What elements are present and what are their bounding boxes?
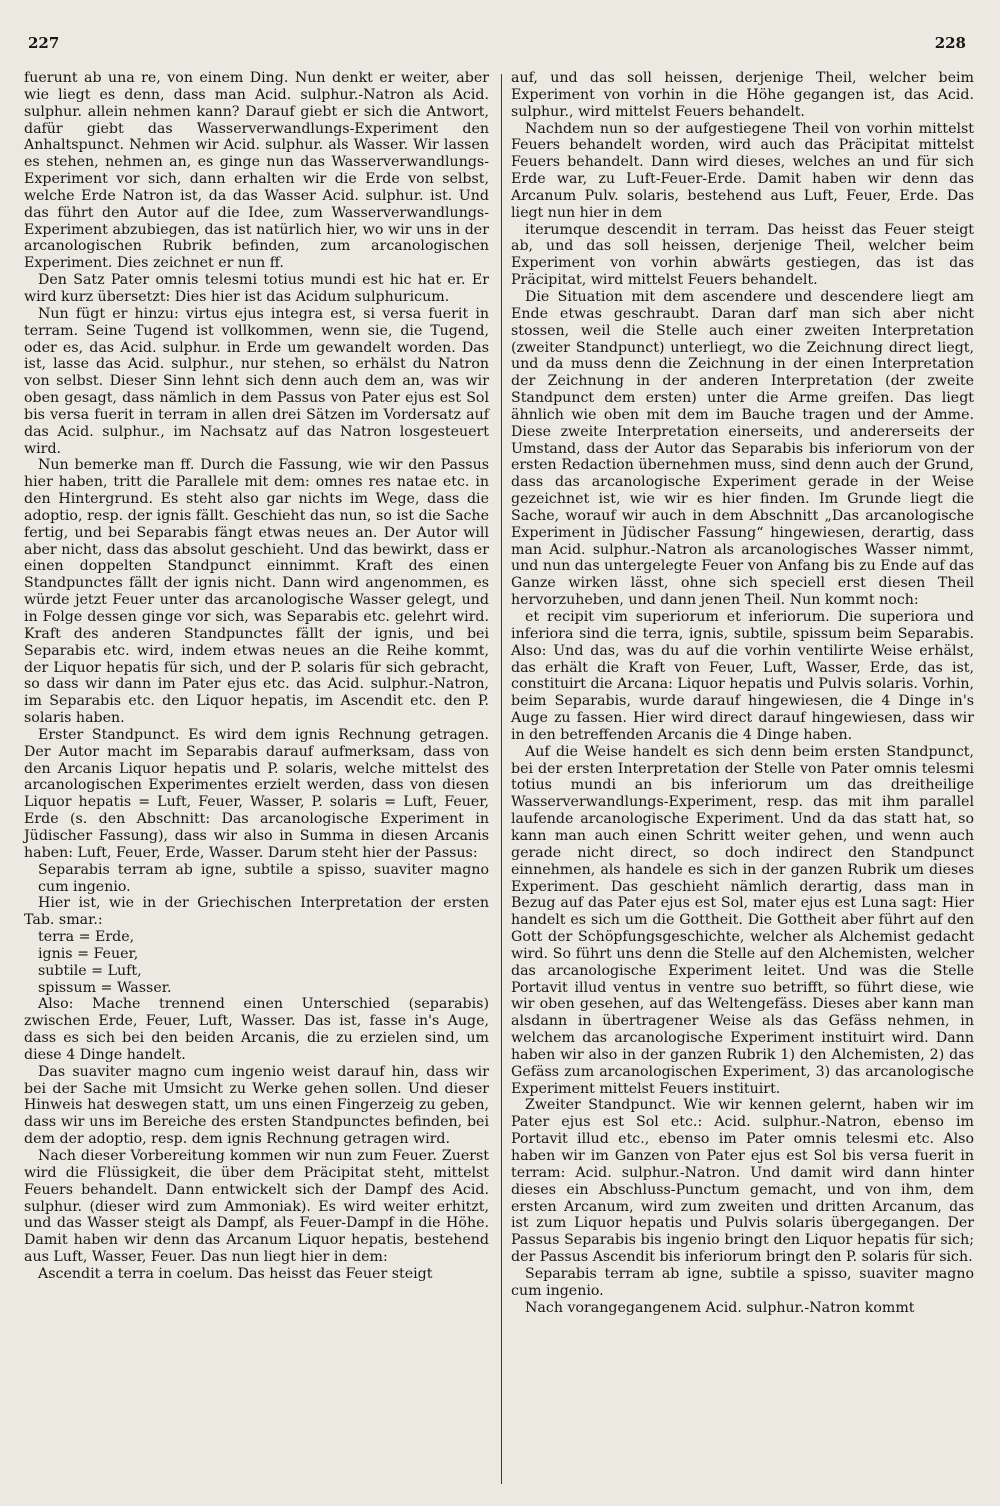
- paragraph: subtile = Luft,: [38, 962, 142, 979]
- right-column-text: [511, 70, 974, 1316]
- paragraph: Nun fügt er hinzu: virtus ejus integra est, si versa fuerit in terram. Seine Tugend ist vollkommen, wenn sie, die Tugend, oder es, das Acid. sulphur. in Erde um gewandelt worden. Das ist, lasse das Acid. sulphur., nur stehen, so erhälst du Natron von selbst. Dieser Sinn lehnt sich denn auch dem an, was wir oben gesagt, dass nämlich in dem Passus von Pater ejus est Sol bis versa fuerit in terram in allen drei Sätzen im Vordersatz auf das Acid. sulphur., im Nachsatz auf das Natron losgesteuert wird.: [24, 305, 489, 457]
- paragraph: Separabis terram ab igne, subtile a spisso, suaviter magno cum ingenio.: [511, 1265, 974, 1299]
- paragraph: ignis = Feuer,: [38, 945, 139, 962]
- paragraph: Auf die Weise handelt es sich denn beim ersten Standpunct, bei der ersten Interpretation der Stelle von Pater omnis telesmi totius mundi an bis inferiorum um das dreitheilige Wasserverwandlungs-Experiment, resp. das mit ihm parallel laufende arcanologische Experiment. Und da das statt hat, so kann man auch einen Schritt weiter gehen, und wenn auch gerade nicht direct, so doch indirect den Standpunct einnehmen, als handele es sich in der ganzen Rubrik um dieses Experiment. Das geschieht nämlich derartig, dass man in Bezug auf das Pater ejus est Sol, mater ejus est Luna sagt: Hier handelt es sich um die Gottheit. Die Gottheit aber führt auf den Gott der Schöpfungsgeschichte, welcher als Alchemist gedacht wird. So führt uns denn die Stelle auf den Alchemisten, welcher das arcanologische Experiment leitet. Und was die Stelle Portavit illud ventus in ventre suo betrifft, so führt diese, wie wir oben gesehen, auf das Weltengefäss. Dieses aber kann man alsdann in übertragener Weise als das Gefäss nehmen, in welchem das arcanologische Experiment instituirt wird. Dann haben wir also in der ganzen Rubrik 1) den Alchemisten, 2) das Gefäss zum arcanologischen Experiment, 3) das arcanologische Experiment mittelst Feuers instituirt.: [511, 743, 974, 1097]
- paragraph: iterumque descendit in terram. Das heisst das Feuer steigt ab, und das soll heissen, derjenige Theil, welcher beim Experiment von vorhin abwärts gestiegen, das ist das Präcipitat, wird mittelst Feuers behandelt.: [511, 221, 974, 289]
- paragraph: terra = Erde,: [38, 929, 135, 946]
- paragraph: Die Situation mit dem ascendere und descendere liegt am Ende etwas geschraubt. Daran darf man sich aber nicht stossen, weil die Stelle auch einer zweiten Interpretation (zweiter Standpunct) unterliegt, wo die Zeichnung direct liegt, und da muss denn die Zeichnung in der einen Interpretation der Zeichnung in der anderen Interpretation (der zweite Standpunct dem ersten) unter die Arme greifen. Das liegt ähnlich wie oben mit dem im Bauche tragen und der Amme. Diese zweite Interpretation einerseits, und andererseits der Umstand, dass der Autor das Separabis bis inferiorum von der ersten Redaction übernehmen muss, sind denn auch der Grund, dass das arcanologische Experiment gerade in der Weise gezeichnet ist, wie wir es hier finden. Im Grunde liegt die Sache, worauf wir auch in dem Abschnitt „Das arcanologische Experiment in Jüdischer Fassung“ hingewiesen, derartig, dass man Acid. sulphur.-Natron als arcanologisches Wasser nimmt, und nun das untergelegte Feuer von Anfang bis zu Ende auf das Ganze wirken lässt, ohne sich speciell erst diesen Theil hervorzuheben, und dann jenen Theil. Nun kommt noch:: [511, 288, 974, 609]
- paragraph: Also: Mache trennend einen Unterschied (separabis) zwischen Erde, Feuer, Luft, Wasser. Das ist, fasse in's Auge, dass es sich bei den beiden Arcanis, die zu erzielen sind, um diese 4 Dinge handelt.: [24, 996, 489, 1063]
- paragraph: et recipit vim superiorum et inferiorum. Die superiora und inferiora sind die terra, ignis, subtile, spissum beim Separabis. Also: Und das, was du auf die vorhin ventilirte Weise erhälst, das erhält die Kraft von Feuer, Luft, Wasser, Erde, das ist, constituirt die Arcana: Liquor hepatis und Pulvis solaris. Vorhin, beim Separabis, wurde darauf hingewiesen, die 4 Dinge in's Auge zu fassen. Hier wird direct darauf hingewiesen, dass wir in den betreffenden Arcanis die 4 Dinge haben.: [511, 609, 974, 743]
- paragraph: auf, und das soll heissen, derjenige Theil, welcher beim Experiment von vorhin in die Höhe gegangen ist, das Acid. sulphur., wird mittelst Feuers behandelt.: [511, 70, 974, 120]
- page-number-right: 228: [934, 34, 966, 52]
- paragraph: Nach dieser Vorbereitung kommen wir nun zum Feuer. Zuerst wird die Flüssigkeit, die über dem Präcipitat steht, mittelst Feuers behandelt. Dann entwickelt sich der Dampf des Acid. sulphur. (dieser wird zum Ammoniak). Es wird weiter erhitzt, und das Wasser steigt als Dampf, als Feuer-Dampf in die Höhe. Damit haben wir denn das Arcanum Liquor hepatis, bestehend aus Luft, Wasser, Feuer. Das nun liegt hier in dem:: [24, 1148, 489, 1266]
- paragraph: Das suaviter magno cum ingenio weist darauf hin, dass wir bei der Sache mit Umsicht zu Werke gehen sollen. Und dieser Hinweis hat deswegen statt, um uns einen Fingerzeig zu geben, dass wir uns im Bereiche des ersten Standpunctes befinden, bei dem der adoptio, resp. dem ignis Rechnung getragen wird.: [24, 1063, 489, 1148]
- paragraph: Hier ist, wie in der Griechischen Interpretation der ersten Tab. smar.:: [24, 895, 489, 929]
- paragraph: Nun bemerke man ff. Durch die Fassung, wie wir den Passus hier haben, tritt die Parallele mit dem: omnes res natae etc. in den Hintergrund. Es steht also gar nichts im Wege, dass die adoptio, resp. der ignis fällt. Geschieht das nun, so ist die Sache fertig, und bei Separabis fängt etwas neues an. Der Autor will aber nicht, dass das absolut geschieht. Und das bewirkt, dass er einen doppelten Standpunct einnimmt. Kraft des einen Standpunctes fällt der ignis nicht. Dann wird angenommen, es würde jetzt Feuer unter das arcanologische Wasser gelegt, und in Folge dessen ginge vor sich, was Separabis etc. gelehrt wird. Kraft des anderen Standpunctes fällt der ignis, und bei Separabis etc. wird, indem etwas neues an die Reihe kommt, der Liquor hepatis für sich, und der P. solaris für sich gebracht, so dass wir dann im Pater ejus etc. das Acid. sulphur.-Natron, im Separabis etc. den Liquor hepatis, im Ascendit etc. den P. solaris haben.: [24, 457, 489, 727]
- paragraph: Erster Standpunct. Es wird dem ignis Rechnung getragen. Der Autor macht im Separabis darauf aufmerksam, dass von den Arcanis Liquor hepatis und P. solaris, welche mittelst des arcanologischen Experimentes erzielt werden, dass von diesen Liquor hepatis = Luft, Feuer, Wasser, P. solaris = Luft, Feuer, Erde (s. den Abschnitt: Das arcanologische Experiment in Jüdischer Fassung), dass wir also in Summa in diesen Arcanis haben: Luft, Feuer, Erde, Wasser. Darum steht hier der Passus:: [24, 726, 489, 861]
- paragraph: Den Satz Pater omnis telesmi totius mundi est hic hat er. Er wird kurz übersetzt: Dies hier ist das Acidum sulphuricum.: [24, 272, 489, 305]
- paragraph: spissum = Wasser.: [38, 979, 172, 996]
- paragraph: Nach vorangegangenem Acid. sulphur.-Natron kommt: [525, 1299, 915, 1316]
- paragraph: Ascendit a terra in coelum. Das heisst das Feuer steigt: [38, 1265, 433, 1282]
- paragraph: Separabis terram ab igne, subtile a spisso, suaviter magno cum ingenio.: [38, 861, 489, 895]
- page-number-left: 227: [28, 34, 60, 52]
- column-divider: [501, 74, 502, 1484]
- paragraph: Nachdem nun so der aufgestiegene Theil von vorhin mittelst Feuers behandelt worden, wird auch das Präcipitat mittelst Feuers behandelt. Dann wird dieses, welches an und für sich Erde war, zu Luft-Feuer-Erde. Damit haben wir denn das Arcanum Pulv. solaris, bestehend aus Luft, Feuer, Erde. Das liegt nun hier in dem: [511, 120, 974, 221]
- paragraph: fuerunt ab una re, von einem Ding. Nun denkt er weiter, aber wie liegt es denn, dass man Acid. sulphur.-Natron als Acid. sulphur. allein nehmen kann? Darauf giebt er sich die Antwort, dafür giebt das Wasserverwandlungs-Experiment den Anhaltspunct. Nehmen wir Acid. sulphur. als Wasser. Wir lassen es stehen, nehmen an, es ginge nun das Wasserverwandlungs-Experiment vor sich, dann erhalten wir die Erde von selbst, welche Erde Natron ist, da das Wasser Acid. sulphur. ist. Und das führt den Autor auf die Idee, zum Wasserverwandlungs-Experiment abzubiegen, das ist natürlich hier, wo wir uns in der arcanologischen Rubrik befinden, zum arcanologischen Experiment. Dies zeichnet er nun ff.: [24, 70, 489, 272]
- left-column-text: [24, 70, 489, 1283]
- paragraph: Zweiter Standpunct. Wie wir kennen gelernt, haben wir im Pater ejus est Sol etc.: Acid. sulphur.-Natron, ebenso im Portavit illud etc., ebenso im Pater omnis telesmi etc. Also haben wir im Ganzen von Pater ejus est Sol bis versa fuerit in terram: Acid. sulphur.-Natron. Und damit wird dann hinter dieses ein Abschluss-Punctum gemacht, und von ihm, dem ersten Arcanum, wird zum zweiten und dritten Arcanum, das ist zum Liquor hepatis und Pulvis solaris übergegangen. Der Passus Separabis bis ingenio bringt den Liquor hepatis für sich; der Passus Ascendit bis inferiorum bringt den P. solaris für sich.: [511, 1097, 974, 1266]
